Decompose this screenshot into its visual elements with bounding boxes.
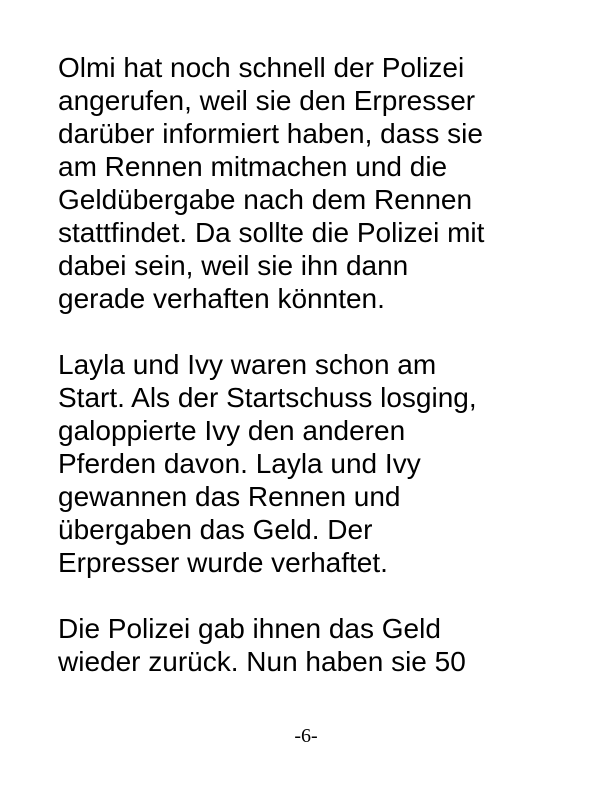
text-line: dabei sein, weil sie ihn dann (58, 250, 409, 281)
text-line: galoppierte Ivy den anderen (58, 415, 406, 446)
text-line: Start. Als der Startschuss losging, (58, 382, 477, 413)
text-line: wieder zurück. Nun haben sie 50 (58, 646, 466, 677)
paragraph-2 (58, 348, 588, 579)
text-line: stattfindet. Da sollte die Polizei mit (58, 217, 485, 248)
text-line: Olmi hat noch schnell der Polizei (58, 52, 465, 83)
story-text (58, 51, 588, 678)
text-line: gerade verhaften könnten. (58, 283, 385, 314)
paragraph-1 (58, 51, 588, 315)
text-line: angerufen, weil sie den Erpresser (58, 85, 476, 116)
text-line: Geldübergabe nach dem Rennen (58, 184, 473, 215)
text-line: gewannen das Rennen und (58, 481, 401, 512)
text-line: übergaben das Geld. Der (58, 514, 373, 545)
text-line: Erpresser wurde verhaftet. (58, 547, 388, 578)
text-line: Pferden davon. Layla und Ivy (58, 448, 421, 479)
paragraph-3 (58, 612, 588, 678)
page-number: -6- (294, 725, 318, 747)
text-line: darüber informiert haben, dass sie (58, 118, 483, 149)
text-line: am Rennen mitmachen und die (58, 151, 448, 182)
text-line: Layla und Ivy waren schon am (58, 349, 437, 380)
text-line: Die Polizei gab ihnen das Geld (58, 613, 441, 644)
